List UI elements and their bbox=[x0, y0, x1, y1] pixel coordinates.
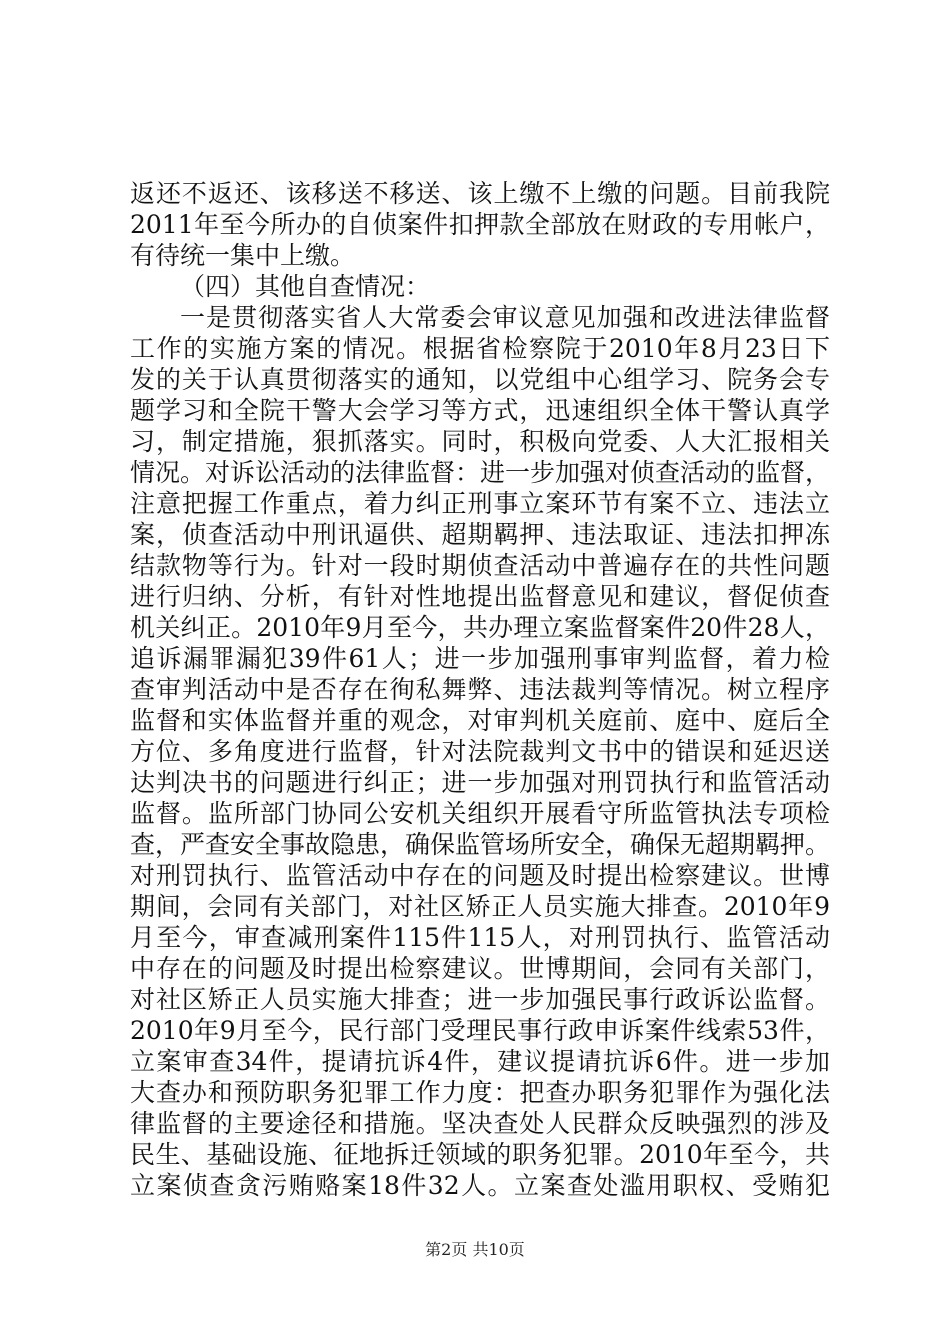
document-body bbox=[130, 178, 830, 1201]
text-line: 监督。监所部门协同公安机关组织开展看守所监管执法专项检 bbox=[130, 799, 830, 828]
text-line: 结款物等行为。针对一段时期侦查活动中普遍存在的共性问题 bbox=[130, 551, 830, 580]
text-line: 立案侦查贪污贿赂案18件32人。立案查处滥用职权、受贿犯 bbox=[130, 1171, 830, 1200]
text-line: 月至今，审查减刑案件115件115人，对刑罚执行、监管活动 bbox=[130, 923, 830, 952]
text-line: 民生、基础设施、征地拆迁领域的职务犯罪。2010年至今，共 bbox=[130, 1140, 830, 1169]
text-line: 进行归纳、分析，有针对性地提出监督意见和建议，督促侦查 bbox=[130, 582, 830, 611]
text-line: 对社区矫正人员实施大排查；进一步加强民事行政诉讼监督。 bbox=[130, 985, 830, 1014]
text-line: 返还不返还、该移送不移送、该上缴不上缴的问题。目前我院 bbox=[130, 179, 830, 208]
section-heading: （四）其他自查情况： bbox=[180, 272, 431, 301]
text-line: 方位、多角度进行监督，针对法院裁判文书中的错误和延迟送 bbox=[130, 737, 830, 766]
text-line: 题学习和全院干警大会学习等方式，迅速组织全体干警认真学 bbox=[130, 396, 830, 425]
text-line: 达判决书的问题进行纠正；进一步加强对刑罚执行和监管活动 bbox=[130, 768, 830, 797]
text-line: 2010年9月至今，民行部门受理民事行政申诉案件线索53件， bbox=[130, 1016, 830, 1045]
text-line: 律监督的主要途径和措施。坚决查处人民群众反映强烈的涉及 bbox=[130, 1109, 830, 1138]
text-line: 追诉漏罪漏犯39件61人；进一步加强刑事审判监督，着力检 bbox=[130, 644, 830, 673]
text-line: 案，侦查活动中刑讯逼供、超期羁押、违法取证、违法扣押冻 bbox=[130, 520, 830, 549]
text-line: 期间，会同有关部门，对社区矫正人员实施大排查。2010年9 bbox=[130, 892, 830, 921]
text-line: 查，严查安全事故隐患，确保监管场所安全，确保无超期羁押。 bbox=[130, 830, 830, 859]
text-line: 一是贯彻落实省人大常委会审议意见加强和改进法律监督 bbox=[180, 303, 830, 332]
text-line: 注意把握工作重点，着力纠正刑事立案环节有案不立、违法立 bbox=[130, 489, 830, 518]
text-line: 中存在的问题及时提出检察建议。世博期间，会同有关部门， bbox=[130, 954, 830, 983]
text-line: 习，制定措施，狠抓落实。同时，积极向党委、人大汇报相关 bbox=[130, 427, 830, 456]
text-line: 查审判活动中是否存在徇私舞弊、违法裁判等情况。树立程序 bbox=[130, 675, 830, 704]
page-number-footer: 第2页 共10页 bbox=[425, 1240, 525, 1259]
text-line: 大查办和预防职务犯罪工作力度：把查办职务犯罪作为强化法 bbox=[130, 1078, 830, 1107]
text-line: 对刑罚执行、监管活动中存在的问题及时提出检察建议。世博 bbox=[130, 861, 830, 890]
text-line: 有待统一集中上缴。 bbox=[130, 241, 356, 270]
text-line: 2011年至今所办的自侦案件扣押款全部放在财政的专用帐户， bbox=[130, 210, 830, 239]
text-line: 情况。对诉讼活动的法律监督：进一步加强对侦查活动的监督， bbox=[130, 458, 830, 487]
text-line: 立案审查34件，提请抗诉4件，建议提请抗诉6件。进一步加 bbox=[130, 1047, 830, 1076]
text-line: 发的关于认真贯彻落实的通知，以党组中心组学习、院务会专 bbox=[130, 365, 830, 394]
text-line: 监督和实体监督并重的观念，对审判机关庭前、庭中、庭后全 bbox=[130, 706, 830, 735]
text-line: 机关纠正。2010年9月至今，共办理立案监督案件20件28人， bbox=[130, 613, 830, 642]
text-line: 工作的实施方案的情况。根据省检察院于2010年8月23日下 bbox=[130, 334, 830, 363]
